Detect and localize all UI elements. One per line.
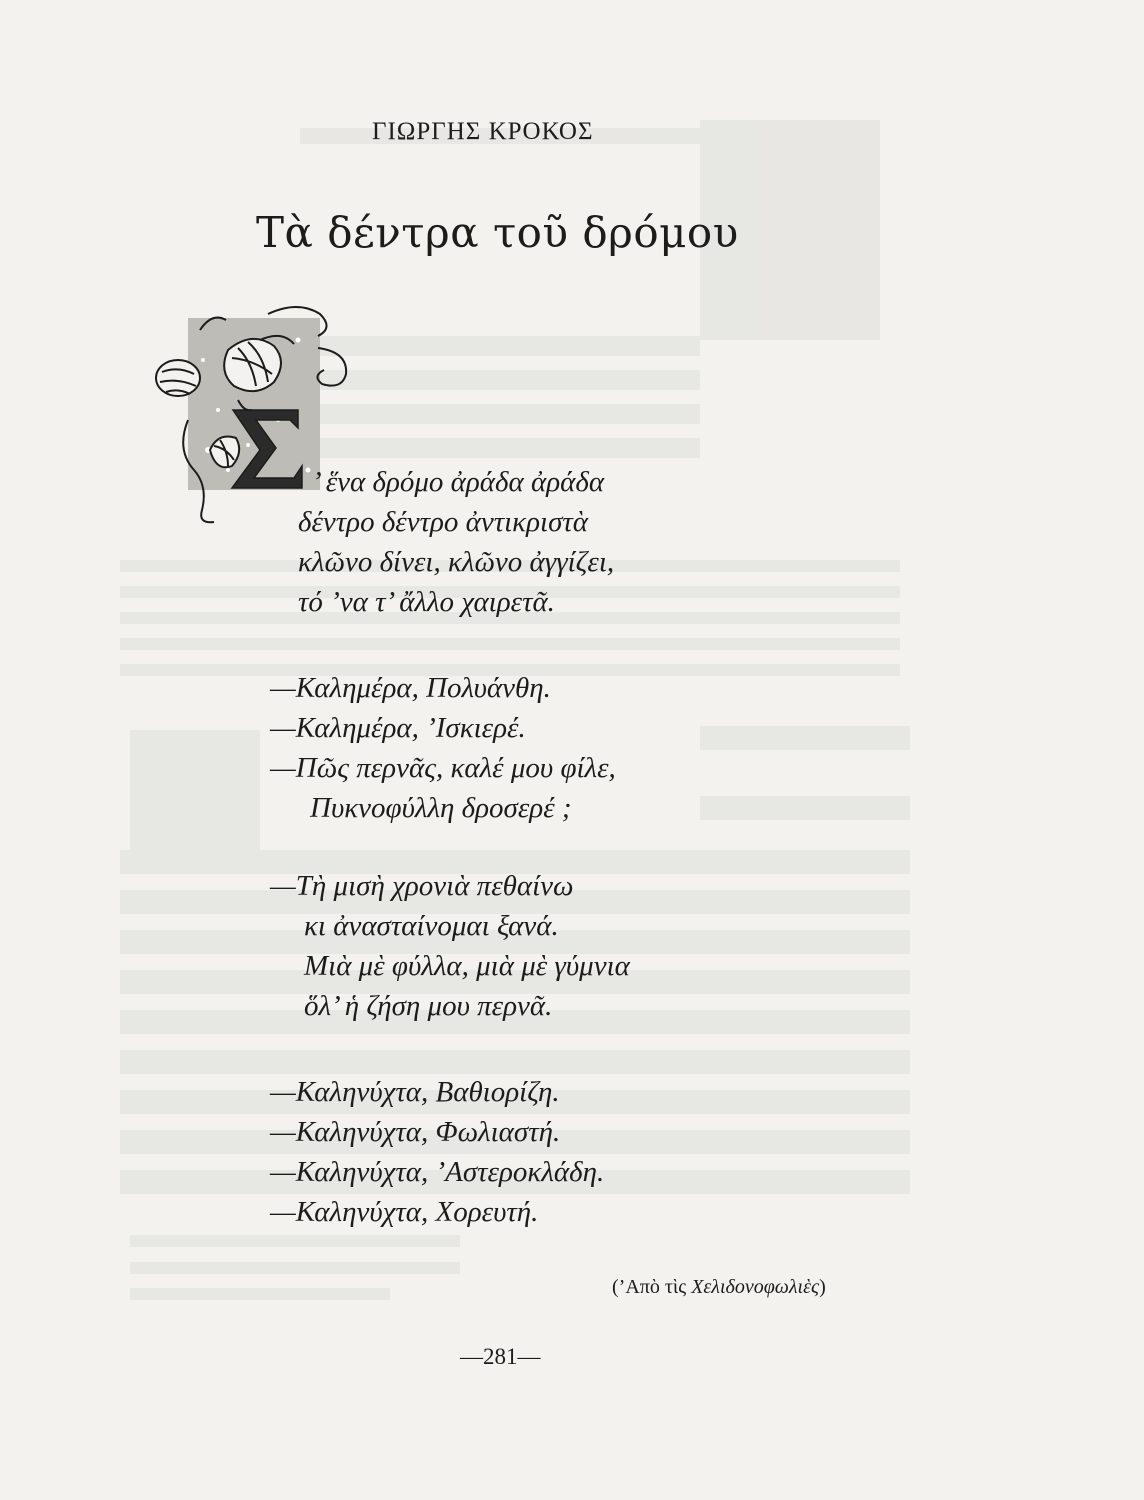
page-number: —281—: [460, 1344, 541, 1369]
poem-line: —Καλημέρα, ’Ισκιερέ.: [270, 712, 526, 744]
poem-line: Πυκνοφύλλη δροσερέ ;: [310, 792, 572, 824]
poem-line: —Τὴ μισὴ χρονιὰ πεθαίνω: [270, 870, 574, 902]
stanza-3: [270, 866, 630, 1026]
author-name: ΓΙΩΡΓΗΣ ΚΡΟΚΟΣ: [372, 118, 594, 145]
poem-line: —Καληνύχτα, Χορευτή.: [270, 1196, 539, 1228]
poem-line: —Καληνύχτα, Φωλιαστή.: [270, 1116, 561, 1148]
poem-line: ’ ἕνα δρόμο ἀράδα ἀράδα: [312, 466, 605, 498]
stanza-1: [298, 462, 614, 622]
poem-line: —Πῶς περνᾶς, καλέ μου φίλε,: [270, 752, 616, 784]
stanza-2: [270, 668, 616, 828]
poem-line: ὅλ’ ἡ ζήση μου περνᾶ.: [304, 990, 553, 1022]
poem-line: Μιὰ μὲ φύλλα, μιὰ μὲ γύμνια: [304, 950, 630, 982]
source-book-title: Χελιδονοφωλιὲς: [691, 1276, 820, 1298]
poem-line: τό ’να τ’ ἄλλο χαιρετᾶ.: [298, 586, 555, 618]
poem-line: δέντρο δέντρο ἀντικριστὰ: [298, 506, 588, 538]
poem-line: —Καληνύχτα, ’Αστεροκλάδη.: [270, 1156, 605, 1188]
stanza-4: [270, 1072, 604, 1232]
poem-line: —Καλημέρα, Πολυάνθη.: [270, 672, 551, 704]
poem-title: Τὰ δέντρα τοῦ δρόμου: [256, 208, 739, 257]
poem-line: —Καληνύχτα, Βαθιορίζη.: [270, 1076, 560, 1108]
source-citation: (’Απὸ τὶς Χελιδονοφωλιὲς): [612, 1276, 826, 1298]
poem-line: κι ἀνασταίνομαι ξανά.: [304, 910, 559, 942]
poem-line: κλῶνο δίνει, κλῶνο ἀγγίζει,: [298, 546, 615, 578]
